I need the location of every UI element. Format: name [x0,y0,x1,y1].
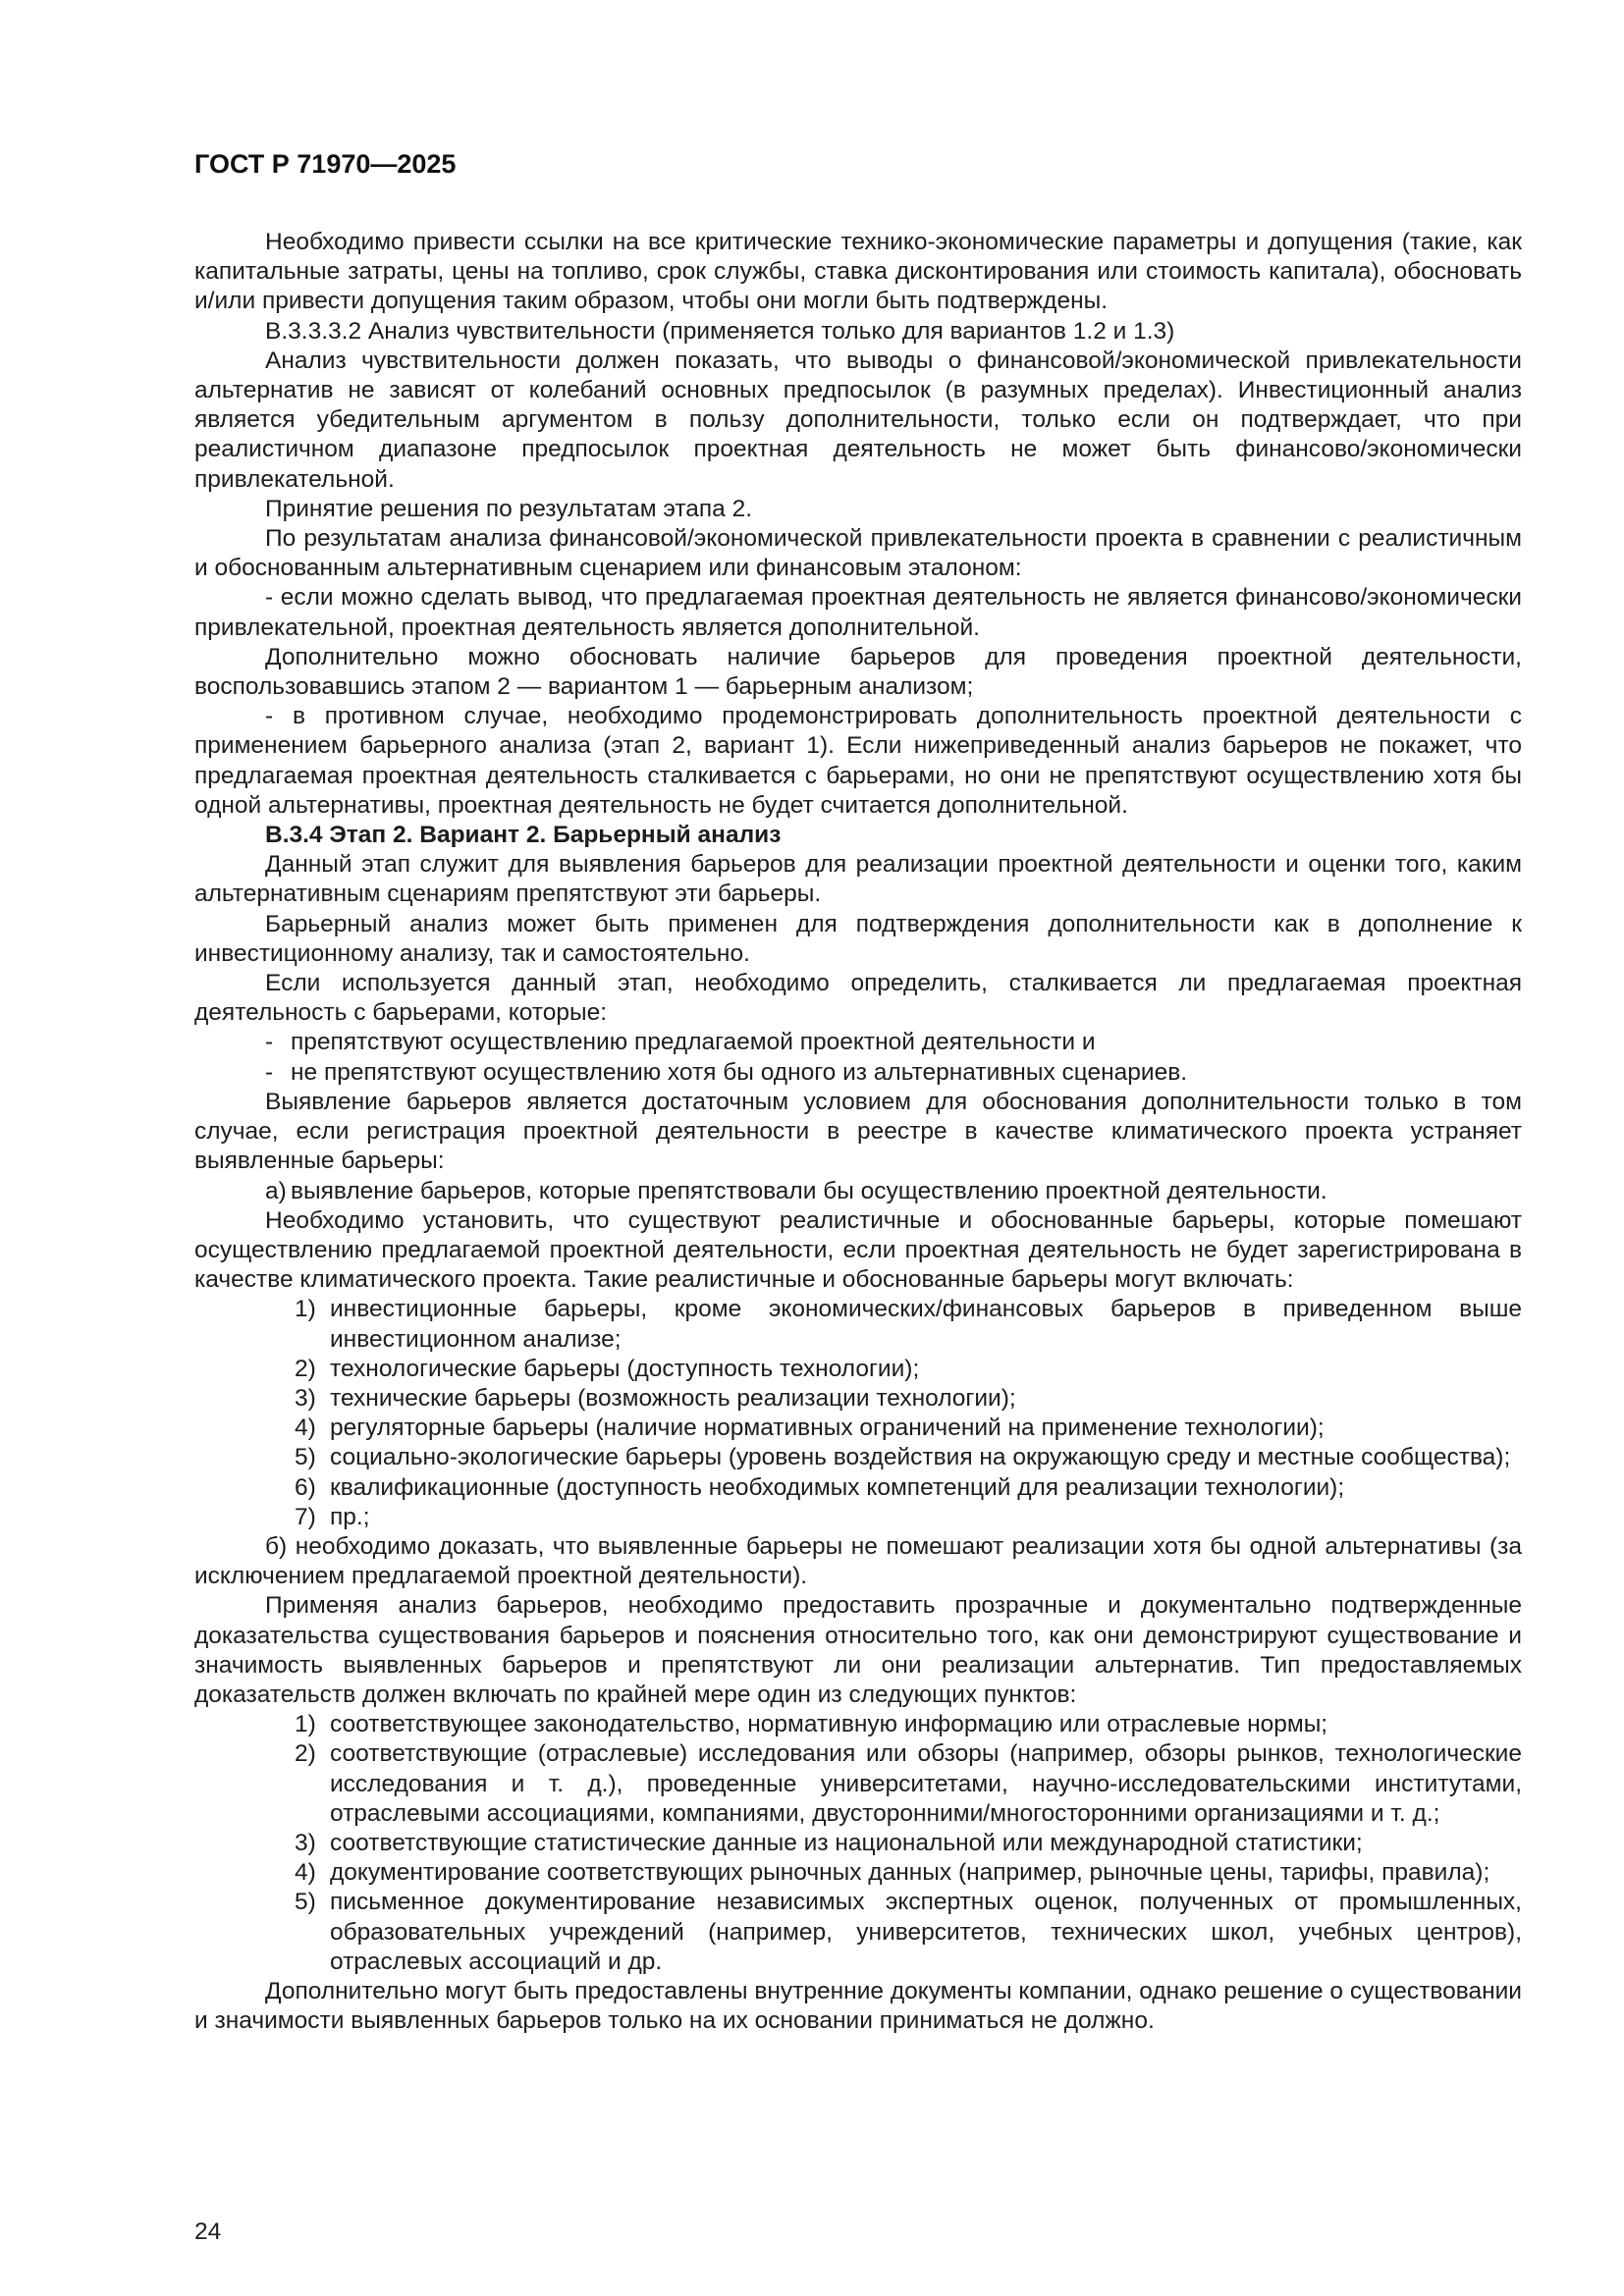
paragraph: б) необходимо доказать, что выявленные барьеры не помешают реализации хотя бы одной альтернативы (за исключением предлагаемой проектной деятельности). [194,1532,1522,1590]
list-item-text: выявление барьеров, которые препятствовали бы осуществлению проектной деятельности. [291,1177,1327,1204]
section-heading: В.3.4 Этап 2. Вариант 2. Барьерный анализ [265,822,782,849]
document-code: ГОСТ Р 71970—2025 [194,149,457,179]
paragraph: Необходимо привести ссылки на все критические технико-экономические параметры и допущения (такие, как капитальные затраты, цены на топливо, срок службы, ставка дисконтирования или стоимость капитала), обосновать и/или привести допущения таким образом, чтобы они могли быть подтверждены. [194,229,1522,315]
list-item-text: пр.; [330,1503,370,1530]
list-marker: 3) [295,1829,316,1856]
list-item-text: регуляторные барьеры (наличие нормативных ограничений на применение технологии); [330,1415,1325,1442]
list-item-text: не препятствуют осуществлению хотя бы одного из альтернативных сценариев. [291,1058,1188,1086]
paragraph: - если можно сделать вывод, что предлагаемая проектная деятельность не является финансово/экономически привлекательной, проектная деятельность является дополнительной. [194,584,1522,641]
paragraph: Барьерный анализ может быть применен для подтверждения дополнительности как в дополнение к инвестиционному анализу, так и самостоятельно. [194,910,1522,967]
list-item-text: препятствуют осуществлению предлагаемой проектной деятельности и [291,1029,1096,1056]
list-item [194,1473,1522,1503]
list-marker: 2) [295,1355,316,1382]
list-item [194,1503,1522,1532]
paragraph: Необходимо установить, что существуют реалистичные и обоснованные барьеры, которые помешают осуществлению предлагаемой проектной деятельности, если проектная деятельность не будет зарегистрирована в качестве климатического проекта. Такие реалистичные и обоснованные барьеры могут включать: [194,1206,1522,1294]
list-item [194,1858,1522,1888]
list-marker: 5) [295,1889,316,1916]
list-marker: 1) [295,1711,316,1738]
list-item [194,1443,1522,1472]
paragraph: Данный этап служит для выявления барьеров для реализации проектной деятельности и оценки того, каким альтернативным сценариям препятствуют эти барьеры. [194,851,1522,908]
paragraph: Дополнительно можно обосновать наличие барьеров для проведения проектной деятельности, воспользовавшись этапом 2 — вариантом 1 — барьерным анализом; [194,643,1522,701]
list-item [194,1058,1522,1088]
list-marker: а) [265,1177,287,1204]
list-item-text: соответствующие статистические данные из национальной или международной статистики; [330,1829,1363,1856]
list-marker: 4) [295,1859,316,1887]
list-marker: - [265,1058,274,1086]
list-item-text: документирование соответствующих рыночных данных (например, рыночные цены, тарифы, правила); [330,1859,1490,1887]
list-item [194,1295,1522,1354]
list-item-text: инвестиционные барьеры, кроме экономических/финансовых барьеров в приведенном выше инвестиционном анализе; [330,1296,1522,1353]
paragraph: Выявление барьеров является достаточным условием для обоснования дополнительности только в том случае, если регистрация проектной деятельности в реестре в качестве климатического проекта устраняет выявленные барьеры: [194,1088,1522,1175]
page-header [194,147,456,214]
list-marker: - [265,1029,274,1056]
paragraph: Если используется данный этап, необходимо определить, сталкивается ли предлагаемая проектная деятельность с барьерами, которые: [194,970,1522,1027]
paragraph: По результатам анализа финансовой/экономической привлекательности проекта в сравнении с реалистичным и обоснованным альтернативным сценарием или финансовым эталоном: [194,525,1522,582]
paragraph: Принятие решения по результатам этапа 2. [265,495,753,522]
list-item-text: письменное документирование независимых экспертных оценок, полученных от промышленных, образовательных учреждений (например, университетов, технических школ, учебных центров), отраслевых ассоциаций и др. [330,1889,1522,1975]
document-body [194,228,1522,2036]
list-item-text: социально-экологические барьеры (уровень воздействия на окружающую среду и местные сообщества); [330,1444,1511,1471]
list-item [194,1888,1522,1977]
list-marker: 6) [295,1473,316,1501]
list-item-text: технические барьеры (возможность реализации технологии); [330,1384,1016,1412]
list-item-text: соответствующие (отраслевые) исследования или обзоры (например, обзоры рынков, технологические исследования и т. д.), проведенные университетами, научно-исследовательскими институтами, отраслевыми ассоциациями, компаниями, двусторонними/многосторонними организациями и т. д.; [330,1740,1522,1827]
list-item [194,1028,1522,1057]
list-marker: 7) [295,1503,316,1530]
paragraph: Применяя анализ барьеров, необходимо предоставить прозрачные и документально подтвержденные доказательства существования барьеров и пояснения относительно того, как они демонстрируют существование и значимость выявленных барьеров и препятствуют ли они реализации альтернатив. Тип предоставляемых доказательств должен включать по крайней мере один из следующих пунктов: [194,1592,1522,1708]
list-item [194,1177,1522,1206]
list-item-text: технологические барьеры (доступность технологии); [330,1355,920,1382]
list-item [194,1414,1522,1443]
page-number: 24 [194,2218,222,2245]
list-marker: 1) [295,1296,316,1323]
list-marker: 3) [295,1384,316,1412]
list-item-text: соответствующее законодательство, нормативную информацию или отраслевые нормы; [330,1711,1328,1738]
list-marker: 5) [295,1444,316,1471]
list-item [194,1710,1522,1739]
paragraph: В.3.3.3.2 Анализ чувствительности (применяется только для вариантов 1.2 и 1.3) [265,317,1175,345]
list-item [194,1829,1522,1858]
list-marker: 2) [295,1740,316,1768]
paragraph: Анализ чувствительности должен показать, что выводы о финансовой/экономической привлекательности альтернатив не зависят от колебаний основных предпосылок (в разумных пределах). Инвестиционный анализ является убедительным аргументом в пользу дополнительности, только если он подтверждает, что при реалистичном диапазоне предпосылок проектная деятельность не может быть финансово/экономически привлекательной. [194,347,1522,493]
paragraph: - в противном случае, необходимо продемонстрировать дополнительность проектной деятельности с применением барьерного анализа (этап 2, вариант 1). Если нижеприведенный анализ барьеров не покажет, что предлагаемая проектная деятельность сталкивается с барьерами, но они не препятствуют осуществлению хотя бы одной альтернативы, проектная деятельность не будет считается дополнительной. [194,703,1522,819]
list-item-text: квалификационные (доступность необходимых компетенций для реализации технологии); [330,1473,1345,1501]
list-item [194,1739,1522,1829]
list-item [194,1384,1522,1414]
list-item [194,1355,1522,1384]
paragraph: Дополнительно могут быть предоставлены внутренние документы компании, однако решение о существовании и значимости выявленных барьеров только на их основании приниматься не должно. [194,1977,1522,2035]
list-marker: 4) [295,1415,316,1442]
